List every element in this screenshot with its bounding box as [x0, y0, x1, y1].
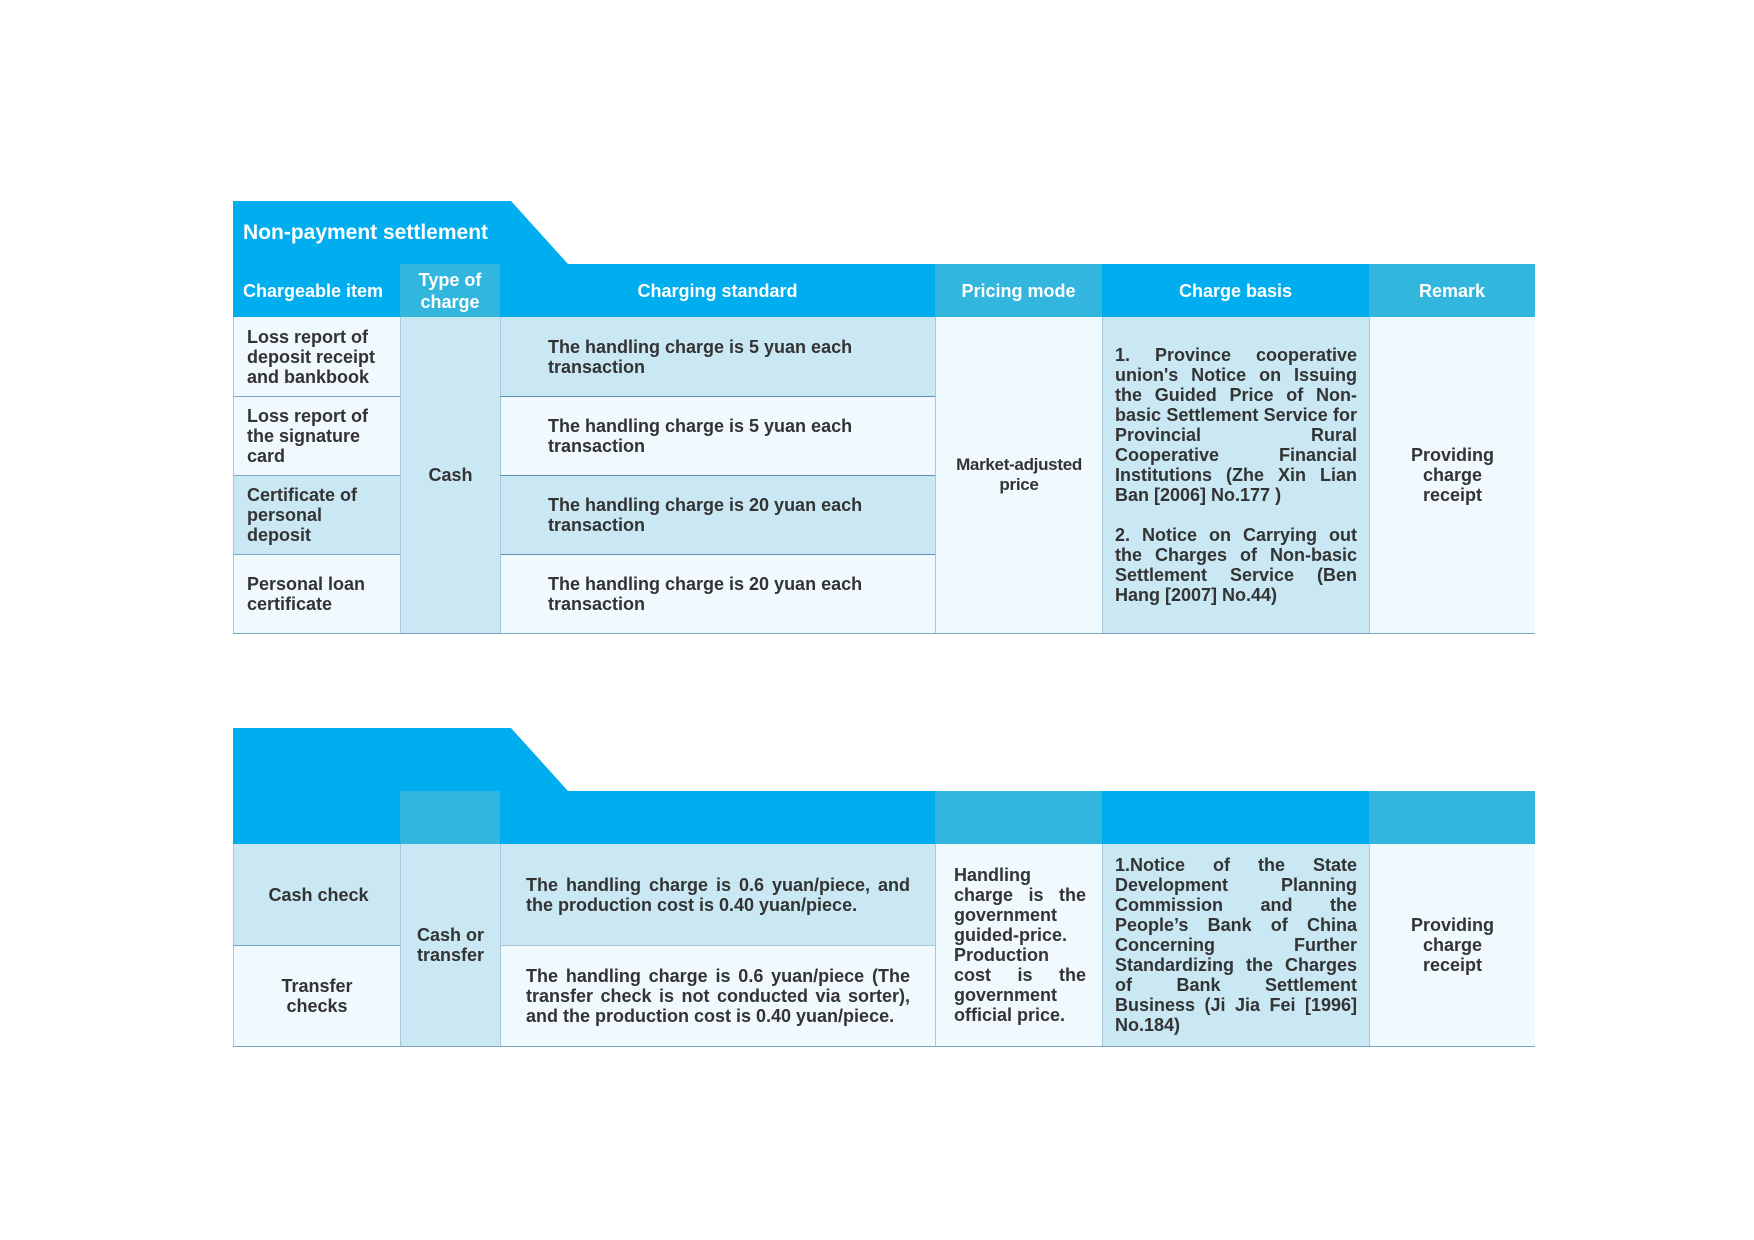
table-row-item: Cash check: [233, 844, 400, 945]
table-row-item: Loss report of the signature card: [233, 396, 400, 475]
table-row-item: Transfer checks: [233, 945, 400, 1046]
remark-cell: Providing charge receipt: [1369, 844, 1535, 1046]
table-row-item: Loss report of deposit receipt and bankbook: [233, 317, 400, 396]
charge-basis-cell: 1.Notice of the State Development Planning Commission and the People’s Bank of China Concerning Further Standardizing the Charges of Bank Settlement Business (Ji Jia Fei [1996] No.184): [1102, 844, 1369, 1046]
section-tab: [233, 728, 1535, 791]
header-type-of-charge: [400, 791, 500, 844]
header-charging-standard: [500, 791, 935, 844]
section-tab-shape: [233, 728, 568, 791]
table-row-item: Certificate of personal deposit: [233, 475, 400, 554]
header-type-of-charge: Type of charge: [400, 264, 500, 317]
section-tab: [233, 201, 1535, 264]
fee-table: [233, 791, 1535, 1047]
header-remark: Remark: [1369, 264, 1535, 317]
non-payment-settlement-section: [233, 201, 1535, 634]
table-row-standard: The handling charge is 5 yuan each transaction: [500, 317, 935, 396]
charge-basis-paragraph: 1. Province cooperative union's Notice on Issuing the Guided Price of Non-basic Settlement Service for Provincial Rural Cooperative Financial Institutions (Zhe Xin Lian Ban [2006] No.177 ): [1115, 345, 1357, 505]
header-chargeable-item: Chargeable item: [233, 264, 400, 317]
header-charging-standard: Charging standard: [500, 264, 935, 317]
header-charge-basis: Charge basis: [1102, 264, 1369, 317]
header-pricing-mode: Pricing mode: [935, 264, 1102, 317]
charge-basis-paragraph: 2. Notice on Carrying out the Charges of Non-basic Settlement Service (Ben Hang [2007] No.44): [1115, 525, 1357, 605]
section-title: Non-payment settlement: [243, 221, 489, 244]
pricing-mode-cell: Handling charge is the government guided-price. Production cost is the government official price.: [935, 844, 1102, 1046]
header-chargeable-item: [233, 791, 400, 844]
charge-basis-text: [1115, 345, 1357, 605]
table-row-standard: The handling charge is 20 yuan each transaction: [500, 554, 935, 633]
table-row-standard: The handling charge is 5 yuan each transaction: [500, 396, 935, 475]
type-of-charge-cell: Cash or transfer: [400, 844, 500, 1046]
table-row-standard: The handling charge is 0.6 yuan/piece (The transfer check is not conducted via sorter), and the production cost is 0.40 yuan/piece.: [500, 945, 935, 1046]
header-pricing-mode: [935, 791, 1102, 844]
table-row-standard: The handling charge is 20 yuan each transaction: [500, 475, 935, 554]
type-of-charge-cell: Cash: [400, 317, 500, 633]
table-row-standard: The handling charge is 0.6 yuan/piece, and the production cost is 0.40 yuan/piece.: [500, 844, 935, 945]
table-row-item: Personal loan certificate: [233, 554, 400, 633]
remark-cell: Providing charge receipt: [1369, 317, 1535, 633]
header-charge-basis: [1102, 791, 1369, 844]
check-section: [233, 728, 1535, 1047]
header-remark: [1369, 791, 1535, 844]
fee-table: [233, 264, 1535, 634]
pricing-mode-cell: Market-adjusted price: [935, 317, 1102, 633]
charge-basis-cell: [1102, 317, 1369, 633]
